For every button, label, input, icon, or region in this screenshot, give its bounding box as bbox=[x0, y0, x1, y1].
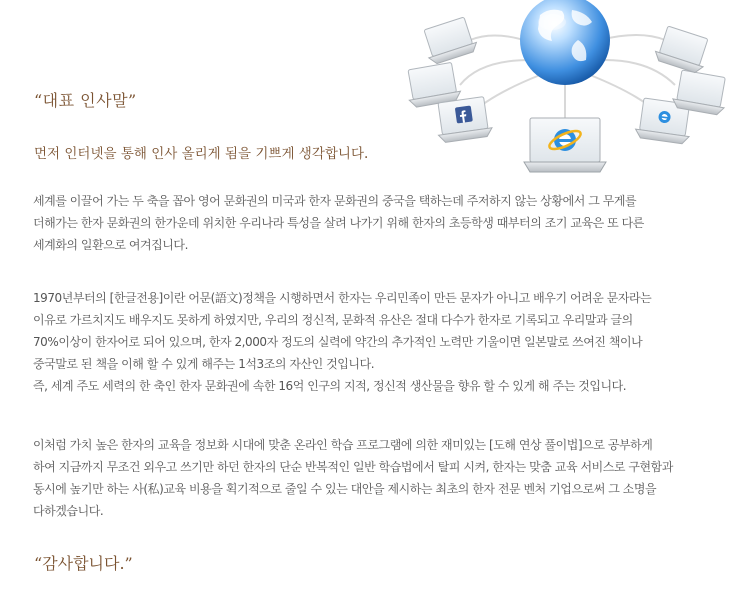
paragraph-line: 세계를 이끌어 가는 두 축을 꼽아 영어 문화권의 미국과 한자 문화권의 중국을 택하는데 주저하지 않는 상황에서 그 무게를 bbox=[33, 194, 637, 208]
paragraph-line: 더해가는 한자 문화권의 한가운데 위치한 우리나라 특성을 살려 나가기 위해 한자의 초등학생 때부터의 조기 교육은 또 다른 bbox=[33, 216, 644, 230]
network-globe-illustration bbox=[400, 0, 740, 180]
paragraph-line: 동시에 높기만 하는 사(私)교육 비용을 획기적으로 줄일 수 있는 대안을 제시하는 최초의 한자 전문 벤처 기업으로써 그 소명을 bbox=[33, 482, 657, 496]
paragraph-line: 이유로 가르치지도 배우지도 못하게 하였지만, 우리의 정신적, 문화적 유산은 절대 다수가 한자로 기록되고 우리말과 글의 bbox=[33, 313, 633, 327]
paragraph-line: 1970년부터의 [한글전용]이란 어문(語文)정책을 시행하면서 한자는 우리민족이 만든 문자가 아니고 배우기 어려운 문자라는 bbox=[33, 291, 652, 305]
paragraph-line: 70%이상이 한자어로 되어 있으며, 한자 2,000자 정도의 실력에 약간의 추가적인 노력만 기울이면 일본말로 쓰여진 책이나 bbox=[33, 335, 643, 349]
paragraph-1 bbox=[33, 190, 713, 256]
laptop-icon bbox=[653, 25, 712, 75]
paragraph-2 bbox=[33, 287, 713, 397]
page-title: “대표 인사말” bbox=[34, 91, 137, 110]
paragraph-3 bbox=[33, 434, 713, 522]
laptop-icon bbox=[420, 16, 479, 66]
paragraph-line: 하여 지금까지 무조건 외우고 쓰기만 하던 한자의 단순 반복적인 일반 학습법에서 탈피 시켜, 한자는 맞춤 교육 서비스로 구현함과 bbox=[33, 460, 673, 474]
paragraph-line: 이처럼 가치 높은 한자의 교육을 정보화 시대에 맞춘 온라인 학습 프로그램에 의한 재미있는 [도해 연상 풀이법]으로 공부하게 bbox=[33, 438, 653, 452]
closing-remark: “감사합니다.” bbox=[34, 554, 133, 573]
lead-sentence: 먼저 인터넷을 통해 인사 올리게 됨을 기쁘게 생각합니다. bbox=[34, 146, 369, 162]
facebook-logo-icon bbox=[455, 105, 473, 123]
paragraph-line: 세계화의 일환으로 여겨집니다. bbox=[33, 238, 188, 252]
globe-icon bbox=[520, 0, 610, 85]
paragraph-line: 중국말로 된 책을 이해 할 수 있게 해주는 1석3조의 자산인 것입니다. bbox=[33, 357, 375, 371]
paragraph-line: 다하겠습니다. bbox=[33, 504, 104, 518]
paragraph-line: 즉, 세계 주도 세력의 한 축인 한자 문화권에 속한 16억 인구의 지적, 정신적 생산물을 향유 할 수 있게 해 주는 것입니다. bbox=[33, 379, 627, 393]
